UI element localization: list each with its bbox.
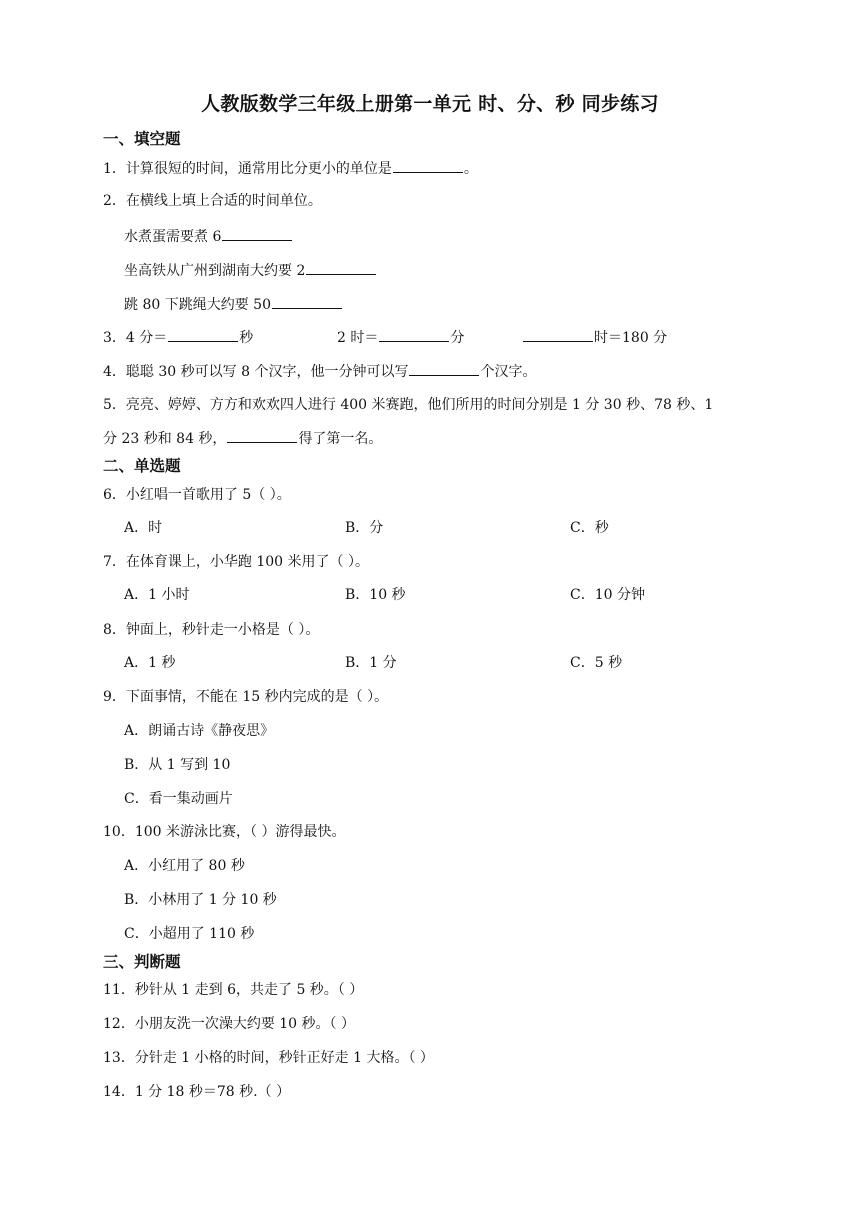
- question-text: 1 分 18 秒＝78 秒.（ ）: [134, 1084, 291, 1100]
- section-single-choice: 二、单选题: [103, 457, 181, 475]
- question-14: [103, 1082, 290, 1102]
- question-5: [103, 395, 713, 415]
- option-a[interactable]: A．小红用了 80 秒: [124, 858, 245, 874]
- question-number: 10．: [103, 824, 135, 840]
- option-b[interactable]: B．从 1 写到 10: [124, 757, 231, 773]
- question-8: [103, 620, 319, 640]
- question-2-item-c: 跳 80 下跳绳大约要 50: [124, 294, 343, 315]
- question-number: 8．: [103, 622, 126, 638]
- question-text: 在体育课上，小华跑 100 米用了（ ）。: [125, 554, 369, 570]
- option-b[interactable]: B．10 秒: [345, 587, 406, 603]
- question-7: [103, 552, 369, 572]
- option-a[interactable]: A．1 秒: [124, 655, 176, 671]
- question-text: 100 米游泳比赛，（ ）游得最快。: [134, 824, 346, 840]
- option-c[interactable]: C．看一集动画片: [124, 791, 233, 807]
- option-a[interactable]: A．朗诵古诗《静夜思》: [124, 723, 275, 739]
- question-number: 4．: [103, 364, 126, 380]
- answer-blank[interactable]: [409, 361, 479, 376]
- question-1: 1．计算很短的时间，通常用比分更小的单位是 。: [103, 158, 478, 179]
- option-c[interactable]: C．5 秒: [570, 655, 623, 671]
- answer-blank[interactable]: [168, 327, 238, 342]
- option-a[interactable]: A．1 小时: [124, 587, 190, 603]
- option-c[interactable]: C．10 分钟: [570, 587, 645, 603]
- question-text: 亮亮、婷婷、方方和欢欢四人进行 400 米赛跑，他们所用的时间分别是 1 分 30 秒、78 秒、1: [125, 397, 714, 413]
- question-number: 14．: [103, 1084, 135, 1100]
- question-text: 小朋友洗一次澡大约要 10 秒。（ ）: [134, 1016, 355, 1032]
- answer-blank[interactable]: [272, 294, 342, 309]
- answer-blank[interactable]: [393, 158, 463, 173]
- question-number: 6．: [103, 487, 126, 503]
- section-fill-in: 一、填空题: [103, 130, 181, 148]
- option-a[interactable]: A．时: [124, 520, 163, 536]
- question-4: 4．聪聪 30 秒可以写 8 个汉字，他一分钟可以写 个汉字。: [103, 361, 536, 382]
- answer-blank[interactable]: [523, 327, 593, 342]
- answer-blank[interactable]: [306, 260, 376, 275]
- question-11: [103, 980, 363, 1000]
- question-number: 5．: [103, 397, 126, 413]
- question-number: 13．: [103, 1050, 135, 1066]
- option-b[interactable]: B．小林用了 1 分 10 秒: [124, 892, 277, 908]
- question-number: 1．: [103, 161, 126, 177]
- question-text: 计算很短的时间，通常用比分更小的单位是: [125, 161, 392, 177]
- page-title: 人教版数学三年级上册第一单元 时、分、秒 同步练习: [201, 93, 659, 115]
- option-c[interactable]: C．小超用了 110 秒: [124, 926, 255, 942]
- question-5-line-2: 分 23 秒和 84 秒， 得了第一名。: [103, 428, 382, 449]
- question-text: 钟面上，秒针走一小格是（ ）。: [125, 622, 320, 638]
- question-text: 小红唱一首歌用了 5（ ）。: [125, 487, 291, 503]
- question-10: [103, 822, 345, 842]
- answer-blank[interactable]: [222, 226, 292, 241]
- question-number: 7．: [103, 554, 126, 570]
- question-text: 秒针从 1 走到 6，共走了 5 秒。（ ）: [134, 982, 364, 998]
- question-2-item-b: 坐高铁从广州到湖南大约要 2: [124, 260, 377, 281]
- question-2-item-a: 水煮蛋需要煮 6: [124, 226, 293, 247]
- question-text: 下面事情，不能在 15 秒内完成的是（ ）。: [125, 689, 389, 705]
- answer-blank[interactable]: [227, 428, 297, 443]
- option-b[interactable]: B．分: [345, 520, 384, 536]
- answer-blank[interactable]: [379, 327, 449, 342]
- question-number: 3．: [103, 330, 126, 346]
- question-number: 9．: [103, 689, 126, 705]
- question-number: 12．: [103, 1016, 135, 1032]
- question-6: [103, 485, 291, 505]
- question-number: 11．: [103, 982, 135, 998]
- question-12: [103, 1014, 355, 1034]
- section-true-false: 三、判断题: [103, 953, 181, 971]
- option-c[interactable]: C．秒: [570, 520, 609, 536]
- question-text: 分针走 1 小格的时间，秒针正好走 1 大格。（ ）: [134, 1050, 434, 1066]
- question-text: 聪聪 30 秒可以写 8 个汉字，他一分钟可以写: [125, 364, 409, 380]
- option-b[interactable]: B．1 分: [345, 655, 397, 671]
- question-2: [103, 191, 322, 211]
- question-number: 2．: [103, 193, 126, 209]
- worksheet-page: 人教版数学三年级上册第一单元 时、分、秒 同步练习 一、填空题 1．计算很短的时间，通常用比分更小的单位是 。 2．在横线上填上合适的时间单位。 水煮蛋需要煮 6 坐高铁从广州到湖南大约要 2 跳 80 下跳绳大约要 50 3．4 分＝ 秒 2 时＝ 分 时＝180 分 4．聪聪 30 秒可以写 8 个汉字，他一分钟可以写 个汉字。 5．亮亮、婷婷、方方和欢欢四人进行 400 米赛跑，他们所用的时间分别是 1 分 30 秒、78 秒、1 分 23 秒和 84 秒， 得了第一名。 二、单选题 6．小红唱一首歌用了 5（ ）。 A．时 B．分 C．秒 7．在体育课上，小华跑 100 米用了（ ）。 A．1 小时 B．10 秒 C．10 分钟 8．钟面上，秒针走一小格是（ ）。 A．1 秒 B．1 分 C．5 秒 9．下面事情，不能在 15 秒内完成的是（ ）。 A．朗诵古诗《静夜思》 B．从 1 写到 10 C．看一集动画片 10．100 米游泳比赛，（ ）游得最快。 A．小红用了 80 秒 B．小林用了 1 分 10 秒 C．小超用了 110 秒 三、判断题 11．秒针从 1 走到 6，共走了 5 秒。（ ） 12．小朋友洗一次澡大约要 10 秒。（ ） 13．分针走 1 小格的时间，秒针正好走 1 大格。（ ） 14．1 分 18 秒＝78 秒.（ ）: [0, 0, 860, 1216]
- question-9: [103, 687, 388, 707]
- question-text: 在横线上填上合适的时间单位。: [125, 193, 322, 209]
- question-13: [103, 1048, 434, 1068]
